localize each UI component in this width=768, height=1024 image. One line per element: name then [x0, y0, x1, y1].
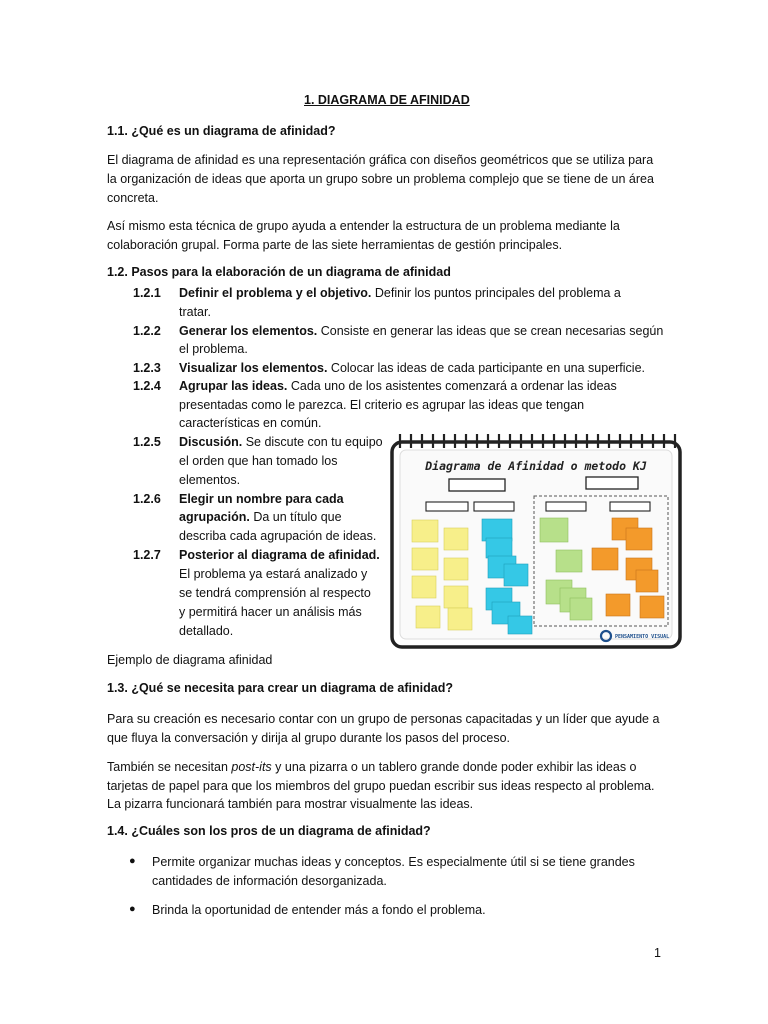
- section-1-2-heading: 1.2. Pasos para la elaboración de un diagrama de afinidad: [107, 265, 451, 279]
- step-description: Se discute con tu equipo: [242, 435, 383, 449]
- step-text-cont: características en común.: [179, 416, 322, 430]
- step-text-cont: describa cada agrupación de ideas.: [179, 529, 377, 543]
- bullet-text: Permite organizar muchas ideas y conceptos. Es especialmente útil si se tiene grandes: [152, 855, 635, 869]
- section-1-3-heading: 1.3. ¿Qué se necesita para crear un diagrama de afinidad?: [107, 681, 453, 695]
- italic-term: post-its: [231, 760, 272, 774]
- step-text: [179, 284, 621, 302]
- affinity-diagram-figure: [386, 430, 686, 652]
- paragraph-line: El diagrama de afinidad es una representación gráfica con diseños geométricos que se utiliza para: [107, 153, 654, 167]
- text-run: También se necesitan: [107, 760, 232, 774]
- step-number: 1.2.4: [133, 379, 161, 393]
- bullet-icon: ●: [129, 903, 136, 915]
- step-title: Discusión.: [179, 435, 243, 449]
- step-number: 1.2.5: [133, 435, 161, 449]
- step-text-cont: se tendrá comprensión al respecto: [179, 586, 371, 600]
- paragraph-line: La pizarra funcionará también para mostrar visualmente las ideas.: [107, 797, 474, 811]
- step-text-cont: detallado.: [179, 624, 234, 638]
- step-text-cont: y permitirá hacer un análisis más: [179, 605, 362, 619]
- step-text-cont: el orden que han tomado los: [179, 454, 338, 468]
- step-description: Consiste en generar las ideas que se crean necesarias según: [317, 324, 664, 338]
- step-text-cont: elementos.: [179, 473, 241, 487]
- step-number: 1.2.6: [133, 492, 161, 506]
- step-text-cont: presentadas como le parezca. El criterio es agrupar las ideas que tengan: [179, 398, 585, 412]
- paragraph-line: Así mismo esta técnica de grupo ayuda a entender la estructura de un problema mediante la: [107, 219, 620, 233]
- step-text: [179, 359, 645, 377]
- step-description: Cada uno de los asistentes comenzará a ordenar las ideas: [287, 379, 617, 393]
- text-run: y una pizarra o un tablero grande donde poder exhibir las ideas o: [271, 760, 637, 774]
- section-1-1-heading: 1.1. ¿Qué es un diagrama de afinidad?: [107, 124, 336, 138]
- step-text-cont: El problema ya estará analizado y: [179, 567, 368, 581]
- step-number: 1.2.1: [133, 286, 161, 300]
- step-description: Da un título que: [249, 510, 342, 524]
- step-text: [179, 433, 383, 451]
- paragraph-line: Para su creación es necesario contar con un grupo de personas capacitadas y un líder que ayude a: [107, 712, 660, 726]
- document-title: 1. DIAGRAMA DE AFINIDAD: [304, 93, 470, 107]
- paragraph-line: colaboración grupal. Forma parte de las siete herramientas de gestión principales.: [107, 238, 563, 252]
- step-text-cont: [179, 508, 342, 526]
- step-title: Definir el problema y el objetivo.: [179, 286, 372, 300]
- brand-label: PENSAMIENTO VISUAL: [615, 634, 670, 640]
- bullet-text: Brinda la oportunidad de entender más a fondo el problema.: [152, 903, 486, 917]
- paragraph-line: concreta.: [107, 191, 159, 205]
- step-text: [179, 377, 617, 395]
- step-title-cont: agrupación.: [179, 510, 250, 524]
- step-number: 1.2.3: [133, 361, 161, 375]
- step-title: Generar los elementos.: [179, 324, 318, 338]
- page-number: 1: [654, 946, 661, 960]
- step-text-cont: tratar.: [179, 305, 211, 319]
- step-text-cont: el problema.: [179, 342, 248, 356]
- step-number: 1.2.2: [133, 324, 161, 338]
- step-title: Visualizar los elementos.: [179, 361, 328, 375]
- bullet-text: cantidades de información desorganizada.: [152, 874, 387, 888]
- step-description: Colocar las ideas de cada participante en una superficie.: [327, 361, 646, 375]
- figure-caption: Ejemplo de diagrama afinidad: [107, 653, 273, 667]
- paragraph-line: tarjetas de papel para que los miembros del grupo puedan escribir sus ideas respecto al problema.: [107, 779, 655, 793]
- step-title: Agrupar las ideas.: [179, 379, 288, 393]
- step-title: Posterior al diagrama de afinidad.: [179, 548, 380, 562]
- bullet-icon: ●: [129, 855, 136, 867]
- paragraph-line: que fluya la conversación y dirija al grupo durante los pasos del proceso.: [107, 731, 511, 745]
- step-description: Definir los puntos principales del problema a: [371, 286, 621, 300]
- section-1-4-heading: 1.4. ¿Cuáles son los pros de un diagrama de afinidad?: [107, 824, 431, 838]
- paragraph-line: [107, 758, 637, 776]
- paragraph-line: la organización de ideas que aporta un grupo sobre un problema complejo que se tiene de un área: [107, 172, 654, 186]
- figure-title: Diagrama de Afinidad o metodo KJ: [425, 459, 647, 473]
- step-number: 1.2.7: [133, 548, 161, 562]
- step-title: Elegir un nombre para cada: [179, 492, 344, 506]
- step-text: [179, 322, 663, 340]
